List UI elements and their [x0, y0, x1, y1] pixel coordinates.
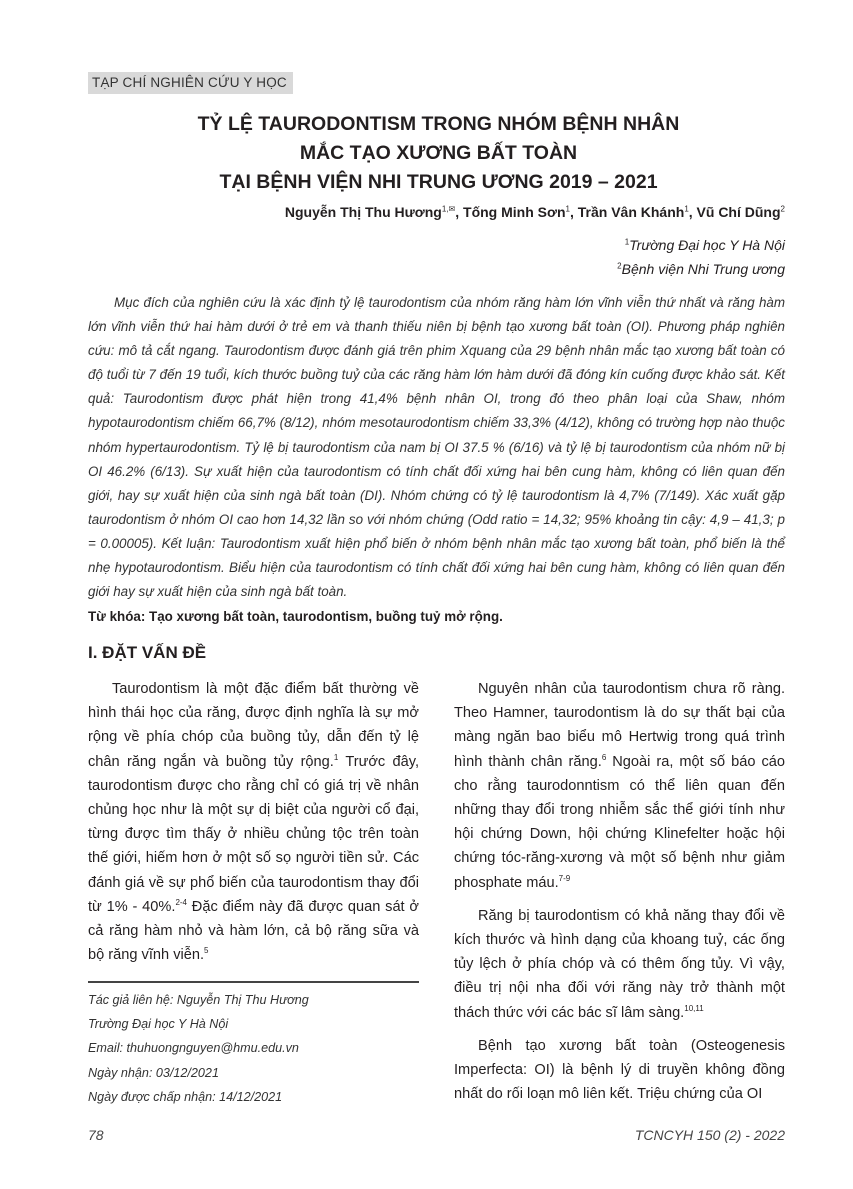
title-line: MẮC TẠO XƯƠNG BẤT TOÀN — [299, 142, 578, 164]
author-sup: 2 — [780, 204, 785, 214]
citation: 5 — [204, 946, 209, 956]
paragraph: Nguyên nhân của taurodontism chưa rõ ràng. Theo Hamner, taurodontism là do sự thất bại của màng ngăn bao biểu mô Hertwig trong quá trình hình thành chân răng.$^6$ Ngoài ra, một số báo cáo cho rằng taurodonntism có thể liên quan đến những thay đổi trong nhiễm sắc thể giới tính như hội chứng Down, hội chứng Klinefelter hoặc hội chứng tóc-răng-xương và một số bệnh như giảm phosphate máu.$^{7-9}$ — [454, 681, 785, 891]
affiliation-sup: 2 — [617, 261, 622, 271]
citation: 7-9 — [558, 873, 571, 883]
citation: 1 — [333, 752, 339, 762]
keywords: Từ khóa: Tạo xương bất toàn, taurodontism, buồng tuỷ mở rộng. — [88, 609, 503, 624]
article-title — [60, 110, 817, 197]
abstract: Mục đích của nghiên cứu là xác định tỷ lệ taurodontism của nhóm răng hàm lớn vĩnh viễn thứ nhất và răng hàm lớn vĩnh viễn thứ hai hàm dưới ở trẻ em và thanh thiếu niên bị bệnh tạo xương bất toàn (OI). Phương pháp nghiên cứu: mô tả cắt ngang. Taurodontism được đánh giá trên phim Xquang của 29 bệnh nhân mắc tạo xương bất toàn có độ tuổi từ 7 đến 19 tuổi, kích thước buồng tuỷ của các răng hàm lớn hàm dưới đã đóng kín cuống được khảo sát. Kết quả: Taurodontism được phát hiện trong 41,4% bệnh nhân OI, trong đó theo phân loại của Shaw, nhóm hypotaurodontism chiếm 66,7% (8/12), nhóm mesotaurodontism chiếm 33,3% (4/12), không có trường hợp nào thuộc nhóm hypertaurodontism. Tỷ lệ bị taurodontism của nam bị OI 37.5 % (6/16) và tỷ lệ bị taurodontism của nhóm nữ bị OI 46.2% (6/13). Sự xuất hiện của taurodontism có tính chất đối xứng hai bên cung hàm, không có liên quan đến giới, hay sự xuất hiện của sinh ngà bất toàn (DI). Nhóm chứng có tỷ lệ taurodontism là 4,7% (7/149). Xác xuất gặp taurodontism ở nhóm OI cao hơn 14,32 lần so với nhóm chứng (Odd ratio = 14,32; 95% khoảng tin cậy: 4,9 – 41,3; p = 0.00005). Kết luận: Taurodontism xuất hiện phổ biến ở nhóm bệnh nhân mắc tạo xương bất toàn, phổ biến là thể nhẹ hypotaurodontism. Biểu hiện của taurodontism có tính chất đối xứng hai bên cung hàm, không có liên quan đến giới hay sự xuất hiện của sinh ngà bất toàn. — [88, 295, 785, 600]
journal-name: TẠP CHÍ NGHIÊN CỨU Y HỌC — [88, 72, 293, 94]
title-line: TỶ LỆ TAURODONTISM TRONG NHÓM BỆNH NHÂN — [197, 113, 680, 135]
citation: 10,11 — [684, 1003, 704, 1013]
paragraph: Răng bị taurodontism có khả năng thay đổi về kích thước và hình dạng của khoang tuỷ, các ống tủy lệch ở phía chóp và có thêm ống tủy. Vì vậy, điều trị nội nha đối với răng này trở thành một thách thức với các bác sĩ lâm sàng.$^{10,11}$ — [454, 907, 785, 1021]
author-name: Nguyễn Thị Thu Hương — [284, 204, 442, 220]
citation: 2-4 — [175, 897, 187, 907]
email: Email: thuhuongnguyen@hmu.edu.vn — [88, 1041, 299, 1056]
corresponding-affiliation: Trường Đại học Y Hà Nội — [88, 1017, 229, 1032]
paragraph: Taurodontism là một đặc điểm bất thường về hình thái học của răng, được định nghĩa là sự mở rộng về phía chóp của buồng tủy, dẫn đến tỷ lệ chân răng ngắn và buồng tủy rộng.$^1$ Trước đây, taurodontism được cho rằng chỉ có giá trị về nhân chủng học như là một sự dị biệt của người cổ đại, từng được tìm thấy ở nhiều chủng tộc trên toàn thế giới, hiếm hơn ở một số sọ người tiền sử. Các đánh giá về sự phổ biến của taurodontism thay đổi từ 1% - 40%.$^{2-4}$ Đặc điểm này đã được quan sát ở cả răng hàm nhỏ và hàm lớn, cả bộ răng sữa và bộ răng vĩnh viễn.$^5$ — [88, 681, 420, 964]
footnotes — [88, 988, 419, 1109]
author-name: Tống Minh Sơn — [463, 204, 566, 220]
author-sup: 1 — [684, 204, 689, 214]
affiliation-2 — [617, 261, 785, 277]
author-name: Trần Vân Khánh — [577, 204, 685, 220]
author-name: Vũ Chí Dũng — [696, 204, 781, 220]
journal-issue: TCNCYH 150 (2) - 2022 — [634, 1127, 785, 1143]
paragraph: Bệnh tạo xương bất toàn (Osteogenesis Imperfecta: OI) là bệnh lý di truyền không đồng nhất do rối loạn mô liên kết. Triệu chứng của OI — [454, 1037, 785, 1103]
left-column — [88, 677, 419, 967]
affiliation-sup: 1 — [624, 237, 630, 247]
affiliation-1 — [625, 237, 785, 253]
author-sup: 1 — [565, 204, 570, 214]
affiliation-text: Trường Đại học Y Hà Nội — [629, 237, 785, 253]
affiliation-text: Bệnh viện Nhi Trung ương — [621, 261, 785, 277]
citation: 6 — [601, 752, 607, 762]
journal-header — [88, 72, 785, 96]
right-column — [454, 677, 785, 1106]
author-list: Nguyễn Thị Thu Hương$^{1,✉}$, Tống Minh Sơn$^1$, Trần Vân Khánh$^1$, Vũ Chí Dũng$^2$ — [284, 204, 785, 220]
corresponding-author: Tác giả liên hệ: Nguyễn Thị Thu Hương — [88, 993, 309, 1007]
footnote-rule — [88, 981, 419, 983]
section-title: I. ĐẶT VẤN ĐỀ — [88, 643, 207, 662]
received-date: Ngày nhận: 03/12/2021 — [88, 1065, 219, 1080]
title-line: TẠI BỆNH VIỆN NHI TRUNG ƯƠNG 2019 – 2021 — [219, 171, 658, 193]
author-sup: 1,✉ — [441, 204, 456, 214]
page-number: 78 — [88, 1127, 104, 1143]
accepted-date: Ngày được chấp nhận: 14/12/2021 — [88, 1089, 283, 1104]
